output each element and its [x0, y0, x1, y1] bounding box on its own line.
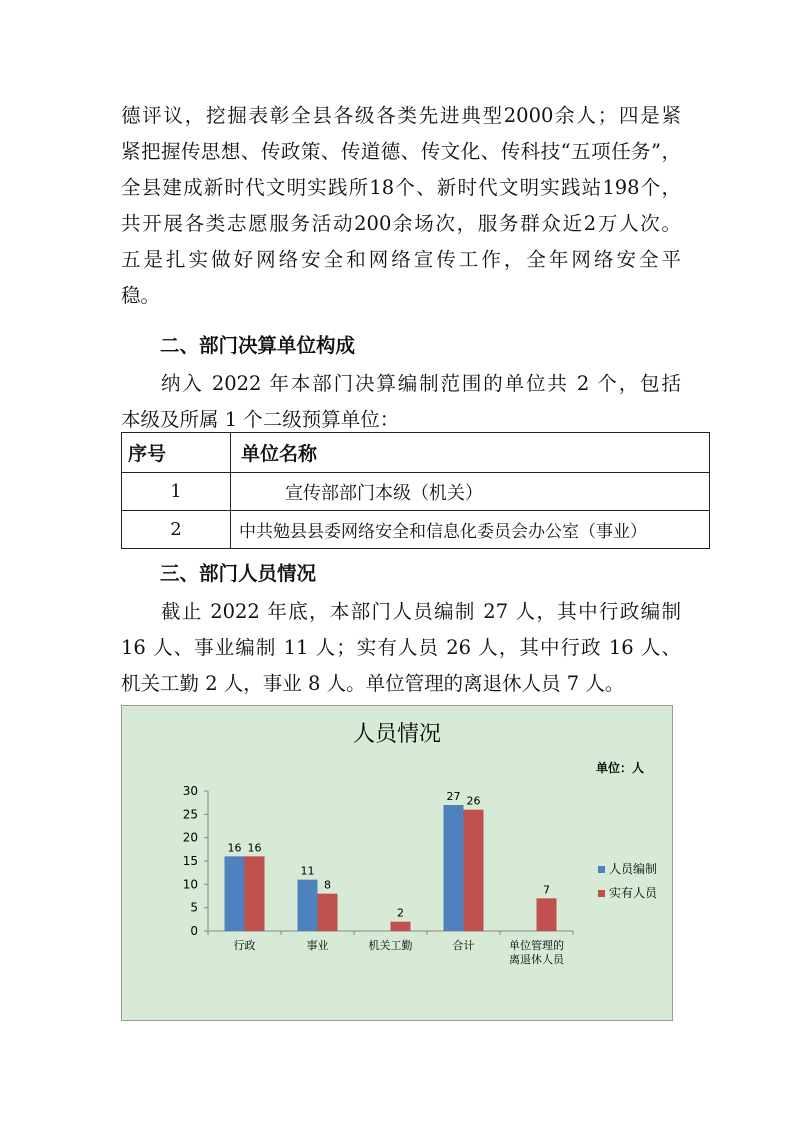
bar-data-label: 26	[466, 794, 481, 808]
x-tick-label: 单位管理的	[509, 939, 564, 952]
column-header-no: 序号	[122, 433, 231, 473]
text-line: 全县建成新时代文明实践所18个、新时代文明实践站198个，	[121, 176, 681, 199]
column-header-name: 单位名称	[231, 433, 710, 473]
row-no: 1	[122, 473, 231, 511]
x-tick-label: 离退休人员	[509, 953, 564, 966]
section-heading-units: 二、部门决算单位构成	[160, 334, 356, 357]
text-line: 本级及所属 1 个二级预算单位：	[121, 408, 400, 431]
row-no: 2	[122, 511, 231, 549]
table-row	[122, 511, 710, 549]
y-tick-label: 15	[182, 854, 198, 868]
bar-data-label: 16	[247, 841, 262, 855]
y-tick-label: 20	[182, 830, 198, 845]
bar-data-label: 27	[446, 790, 461, 803]
bar	[225, 856, 245, 931]
x-tick-label: 行政	[233, 939, 256, 952]
bar-data-label: 7	[543, 883, 550, 897]
paragraph-staff	[121, 594, 681, 702]
bar-data-label: 2	[397, 906, 404, 920]
y-tick-label: 25	[182, 807, 198, 822]
text-line: 德评议，挖掘表彰全县各级各类先进典型2000余人；四是紧	[121, 104, 681, 127]
x-tick-label: 机关工勤	[368, 939, 413, 952]
text-line: 紧把握传思想、传政策、传道德、传文化、传科技“五项任务”，	[121, 140, 681, 163]
text-line: 共开展各类志愿服务活动200余场次，服务群众近2万人次。	[121, 212, 681, 235]
table-row	[122, 473, 710, 511]
text-line: 机关工勤 2 人，事业 8 人。单位管理的离退休人员 7 人。	[121, 672, 625, 695]
section-heading-staff: 三、部门人员情况	[160, 562, 317, 585]
chart-canvas	[122, 706, 672, 1020]
chart-title: 人员情况	[352, 722, 442, 747]
bar	[298, 880, 318, 931]
unit-table	[121, 432, 710, 549]
row-unit-name: 宣传部部门本级（机关）	[231, 473, 710, 511]
bar-data-label: 11	[300, 864, 315, 878]
bar	[245, 856, 265, 931]
table-header-row	[122, 433, 710, 473]
bar-data-label: 16	[227, 841, 242, 855]
y-tick-label: 0	[190, 924, 198, 938]
text-line: 纳入 2022 年本部门决算编制范围的单位共 2 个，包括	[161, 372, 681, 395]
paragraph-units	[121, 366, 681, 438]
y-tick-label: 30	[182, 784, 198, 798]
bar	[537, 898, 557, 931]
bar	[444, 805, 464, 931]
paragraph-1	[121, 98, 681, 314]
bar	[464, 810, 484, 931]
x-tick-label: 事业	[306, 939, 329, 952]
x-tick-label: 合计	[452, 939, 475, 952]
y-tick-label: 5	[190, 900, 198, 915]
legend-label: 实有人员	[609, 886, 658, 900]
bar	[391, 922, 411, 931]
bar	[318, 894, 338, 931]
y-tick-label: 10	[182, 877, 198, 892]
chart-unit-label: 单位：人	[595, 761, 645, 775]
legend-label: 人员编制	[609, 862, 658, 876]
staff-chart	[121, 705, 673, 1021]
text-line: 五是扎实做好网络安全和网络宣传工作，全年网络安全平	[121, 248, 681, 271]
bar-data-label: 8	[324, 878, 331, 892]
text-line: 截止 2022 年底，本部门人员编制 27 人，其中行政编制	[161, 600, 681, 623]
legend-swatch	[598, 890, 605, 897]
row-unit-name: 中共勉县县委网络安全和信息化委员会办公室（事业）	[231, 511, 710, 549]
text-line: 稳。	[121, 284, 161, 307]
text-line: 16 人、事业编制 11 人；实有人员 26 人，其中行政 16 人、	[121, 636, 681, 659]
legend-swatch	[598, 866, 605, 873]
